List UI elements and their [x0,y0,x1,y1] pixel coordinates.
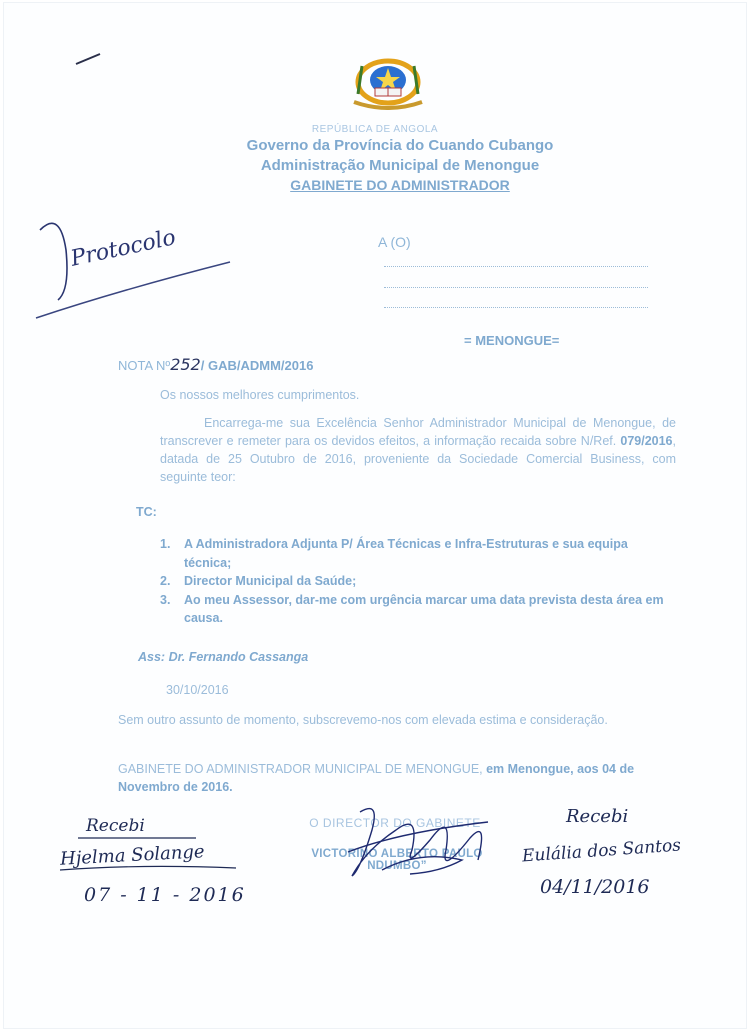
addressee-line [384,287,648,288]
reference-number: 079/2016 [620,434,673,448]
director-name: VICTORINO ALBERTO PAULO NDUMBO” [311,848,483,872]
intro-paragraph [160,414,676,486]
municipal-administration-heading: Administração Municipal de Menongue [260,157,540,174]
note-reference [118,355,313,374]
right-recipient-name-handwriting: Eulália dos Santos [521,835,682,867]
city-label: = MENONGUE= [464,333,560,348]
protocol-handwriting: Protocolo [68,225,178,272]
addressee-line [384,266,648,267]
angola-emblem-icon [348,58,428,110]
intro-text-after-ref: , datada de 25 Outubro de 2016, proveniente da Sociedade Comercial Business, com seguinte teor: [160,434,676,484]
office-heading: GABINETE DO ADMINISTRADOR [290,177,510,193]
signed-by-line: Ass: Dr. Fernando Cassanga [138,650,309,664]
left-received-date-handwriting: 07 - 11 - 2016 [84,884,246,906]
office-line-plain: GABINETE DO ADMINISTRADOR MUNICIPAL DE MENONGUE, [118,762,483,776]
note-prefix: NOTA Nº [118,358,171,373]
note-suffix: / GAB/ADMM/2016 [200,358,314,373]
left-received-handwriting: Recebi [86,816,145,836]
list-item: 1. A Administradora Adjunta P/ Área Técnicas e Infra-Estruturas e sua equipa técnica; [160,537,628,570]
note-number-handwritten: 252 [170,355,201,374]
office-date-line [118,760,678,796]
right-received-handwriting: Recebi [566,806,629,827]
recipients-list [160,535,676,628]
addressee-label: A (O) [378,234,411,250]
right-received-date-handwriting: 04/11/2016 [540,876,650,898]
addressee-line [384,307,648,308]
tc-label: TC: [136,505,157,519]
republic-label: REPÚBLICA DE ANGOLA [311,124,439,135]
closing-paragraph: Sem outro assunto de momento, subscrevemo-nos com elevada estima e consideração. [118,713,608,727]
director-title: O DIRECTOR DO GABINETE [309,816,481,830]
province-government-heading: Governo da Província do Cuando Cubango [246,137,554,154]
greeting-text: Os nossos melhores cumprimentos. [160,388,360,402]
list-item: 2. Director Municipal da Saúde; [160,574,357,588]
left-recipient-name-handwriting: Hjelma Solange [59,841,206,870]
office-line-bold: em Menongue, aos 04 de Novembro de 2016. [118,762,635,794]
list-item: 3. Ao meu Assessor, dar-me com urgência marcar uma data prevista desta área em causa. [160,592,664,625]
intro-text-before-ref: Encarrega-me sua Excelência Senhor Administrador Municipal de Menongue, de transcrever e remeter para os devidos efeitos, a informação recaida sobre N/Ref. [160,416,676,448]
message-date: 30/10/2016 [166,683,229,697]
